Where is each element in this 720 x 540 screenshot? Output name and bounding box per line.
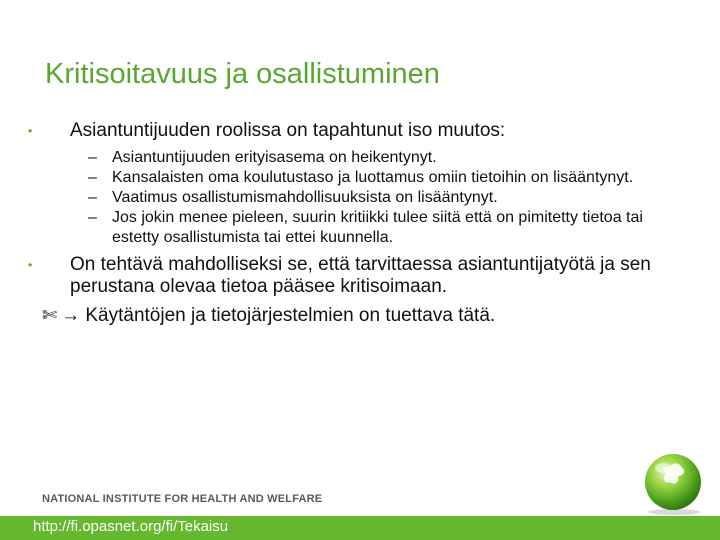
bullet-dot: • [28,124,33,138]
bullet-item [28,254,688,298]
footer-link[interactable]: http://fi.opasnet.org/fi/Tekaisu [33,518,229,535]
dash-marker: – [88,149,97,166]
dash-marker: – [88,209,97,226]
bullet-text: Asiantuntijuuden roolissa on tapahtunut iso muutos: [70,120,506,141]
bullet-dot: • [28,258,33,272]
sub-bullet-item [88,208,682,248]
sub-bullet-item [88,168,682,188]
arrow-statement-text: Käytäntöjen ja tietojärjestelmien on tuettava tätä. [85,305,496,326]
slide-title: Kritisoitavuus ja osallistuminen [45,58,440,90]
organization-logo-text: NATIONAL INSTITUTE FOR HEALTH AND WELFARE [42,493,323,505]
arrow-right-icon: → [61,305,81,326]
bullet-item [28,120,688,142]
sub-bullet-list [88,148,688,248]
bullet-text: On tehtävä mahdolliseksi se, että tarvittaessa asiantuntijatyötä ja sen perustana olevaa tietoa pääsee kritisoimaan. [70,254,651,297]
sub-bullet-item [88,188,682,208]
sub-bullet-text: Asiantuntijuuden erityisasema on heikentynyt. [112,149,437,166]
scissors-icon: ✄ [42,305,58,325]
slide-content [28,120,688,327]
sub-bullet-text: Kansalaisten oma koulutustaso ja luottamus omiin tietoihin on lisääntynyt. [112,169,634,186]
globe-logo-icon [628,440,718,516]
sub-bullet-text: Jos jokin menee pieleen, suurin kritiikki tulee siitä että on pimitetty tietoa tai estetty osallistumista tai ettei kuunnella. [112,209,643,246]
sub-bullet-text: Vaatimus osallistumismahdollisuuksista on lisääntynyt. [112,189,498,206]
arrow-statement [28,304,688,327]
sub-bullet-item [88,148,682,168]
dash-marker: – [88,189,97,206]
dash-marker: – [88,169,97,186]
